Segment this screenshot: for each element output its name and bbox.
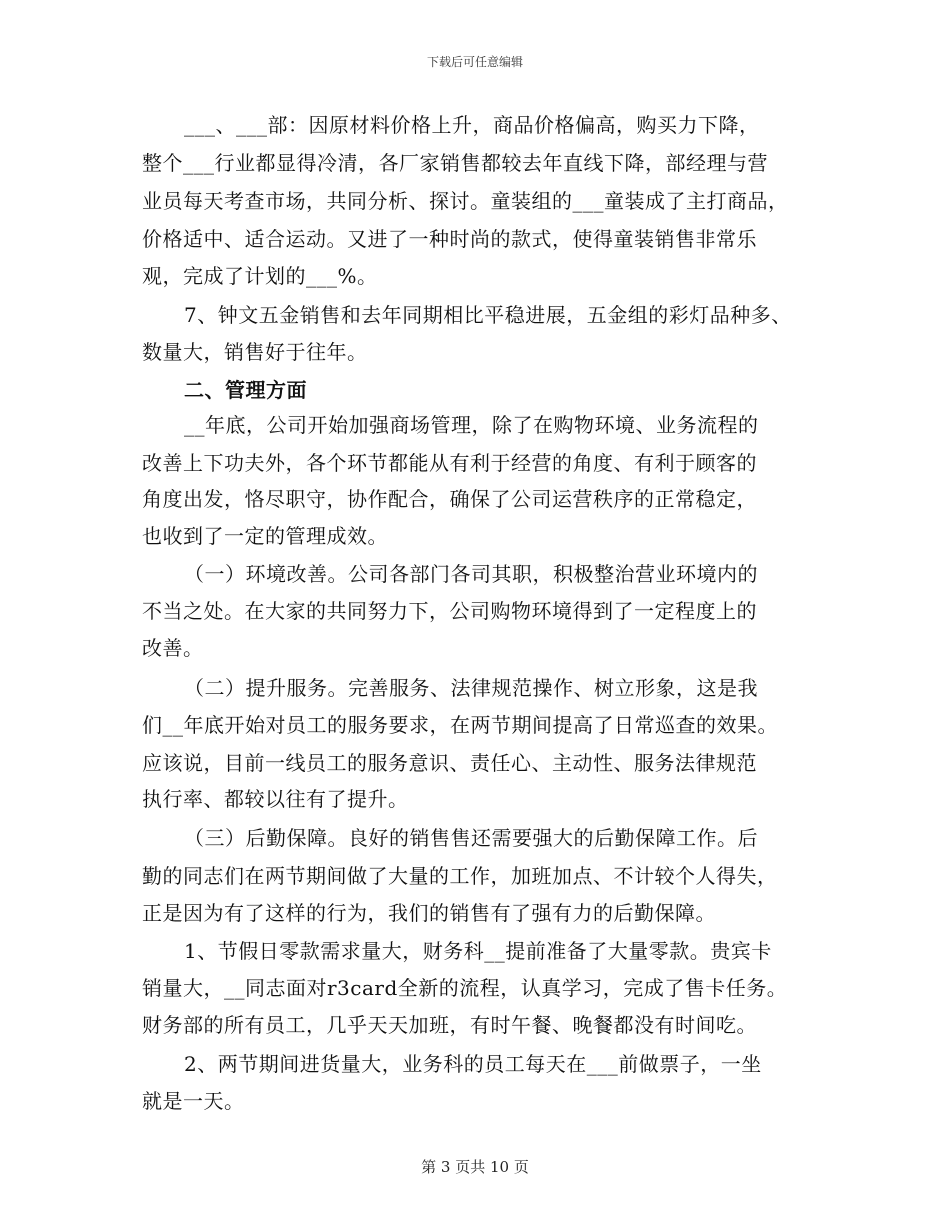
paragraph-line: 销量大，__同志面对r3card全新的流程，认真学习，完成了售卡任务。 bbox=[142, 976, 788, 1000]
paragraph-line: 角度出发，恪尽职守，协作配合，确保了公司运营秩序的正常稳定， bbox=[142, 487, 757, 511]
paragraph-line: 不当之处。在大家的共同努力下，公司购物环境得到了一定程度上的 bbox=[142, 599, 757, 623]
paragraph-line: 应该说，目前一线员工的服务意识、责任心、主动性、服务法律规范 bbox=[142, 751, 757, 775]
paragraph-line: 财务部的所有员工，几乎天天加班，有时午餐、晚餐都没有时间吃。 bbox=[142, 1013, 757, 1037]
paragraph-line: （三）后勤保障。良好的销售售还需要强大的后勤保障工作。后 bbox=[184, 826, 758, 850]
paragraph-line: （二）提升服务。完善服务、法律规范操作、树立形象，这是我 bbox=[184, 676, 758, 700]
paragraph-line: 数量大，销售好于往年。 bbox=[142, 340, 368, 364]
paragraph-line: 正是因为有了这样的行为，我们的销售有了强有力的后勤保障。 bbox=[142, 901, 716, 925]
paragraph-line: 7、钟文五金销售和去年同期相比平稳进展，五金组的彩灯品种多、 bbox=[184, 303, 792, 327]
paragraph-line: 们__年底开始对员工的服务要求，在两节期间提高了日常巡查的效果。 bbox=[142, 713, 778, 737]
paragraph-line: ___、___部：因原材料价格上升，商品价格偏高，购买力下降， bbox=[184, 113, 760, 137]
section-heading: 二、管理方面 bbox=[184, 378, 307, 402]
paragraph-line: 改善上下功夫外，各个环节都能从有利于经营的角度、有利于顾客的 bbox=[142, 451, 757, 475]
paragraph-line: 业员每天考查市场，共同分析、探讨。童装组的___童装成了主打商品， bbox=[142, 189, 789, 213]
paragraph-line: 价格适中、适合运动。又进了一种时尚的款式，使得童装销售非常乐 bbox=[142, 227, 757, 251]
paragraph-line: 2、两节期间进货量大，业务科的员工每天在___前做票子，一坐 bbox=[184, 1052, 762, 1076]
page-number: 第 3 页共 10 页 bbox=[421, 1158, 529, 1176]
paragraph-line: 就是一天。 bbox=[142, 1089, 245, 1113]
paragraph-line: 观，完成了计划的___%。 bbox=[142, 264, 378, 288]
paragraph-line: 执行率、都较以往有了提升。 bbox=[142, 787, 409, 811]
paragraph-line: （一）环境改善。公司各部门各司其职，积极整治营业环境内的 bbox=[184, 562, 758, 586]
paragraph-line: __年底，公司开始加强商场管理，除了在购物环境、业务流程的 bbox=[184, 413, 759, 437]
page-header: 下载后可任意编辑 bbox=[426, 55, 523, 69]
paragraph-line: 改善。 bbox=[142, 636, 204, 660]
paragraph-line: 也收到了一定的管理成效。 bbox=[142, 524, 388, 548]
paragraph-line: 勤的同志们在两节期间做了大量的工作，加班加点、不计较个人得失， bbox=[142, 864, 778, 888]
paragraph-line: 整个___行业都显得冷清，各厂家销售都较去年直线下降，部经理与营 bbox=[142, 151, 768, 175]
paragraph-line: 1、节假日零款需求量大，财务科__提前准备了大量零款。贵宾卡 bbox=[184, 939, 772, 963]
